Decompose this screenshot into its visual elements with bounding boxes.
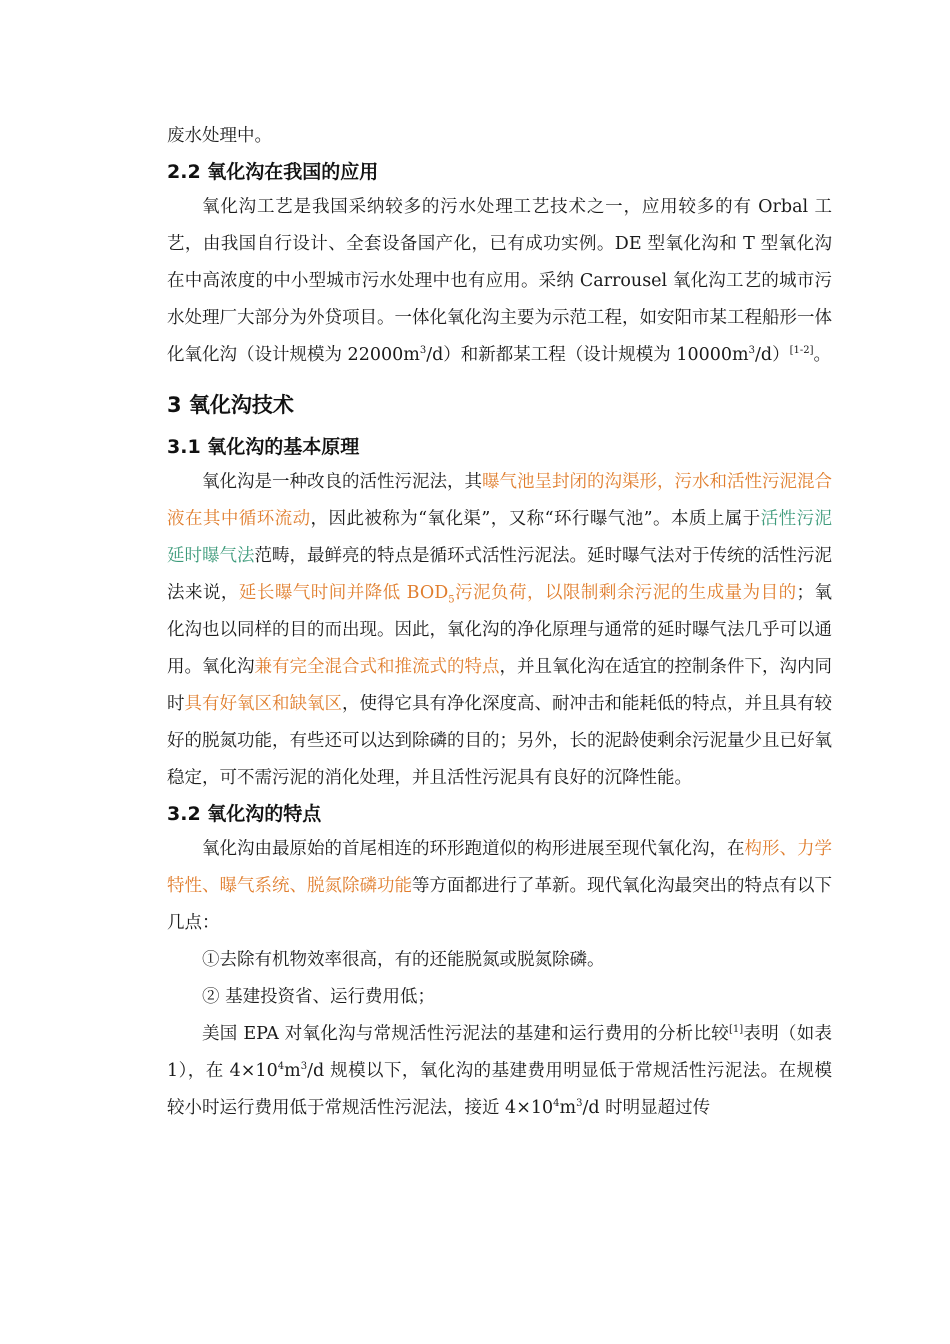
section-heading-2-2: 2.2 氧化沟在我国的应用 xyxy=(167,161,379,183)
citation-ref: [1] xyxy=(728,1024,744,1036)
highlight-text: 兼有完全混合式和推流式的特点 xyxy=(254,657,500,677)
citation-ref: [1-2] xyxy=(789,345,814,357)
paragraph-continuation: 废水处理中。 xyxy=(167,126,272,146)
section-heading-3-2: 3.2 氧化沟的特点 xyxy=(167,803,322,825)
highlight-text: 构形、力学特性、曝气系统、脱氮除磷功能 xyxy=(167,839,832,896)
list-item-2: ② 基建投资省、运行费用低； xyxy=(202,987,436,1007)
highlight-text: 曝气池呈封闭的沟渠形，污水和活性污泥混合液在其中循环流动 xyxy=(167,472,832,529)
highlight-text: 污泥负荷，以限制剩余污泥的生成量为目的 xyxy=(454,583,797,603)
highlight-text: 延长曝气时间并降低 BOD xyxy=(238,583,449,603)
section-heading-3-1: 3.1 氧化沟的基本原理 xyxy=(167,436,360,458)
paragraph-characteristics: 氧化沟由最原始的首尾相连的环形跑道似的构形进展至现代氧化沟，在构形、力学特性、曝气系统、脱氮除磷功能等方面都进行了革新。现代氧化沟最突出的特点有以下几点： xyxy=(167,839,832,933)
list-item-1: ①去除有机物效率很高，有的还能脱氮或脱氮除磷。 xyxy=(202,950,605,970)
paragraph-basic-principle: 氧化沟是一种改良的活性污泥法，其曝气池呈封闭的沟渠形，污水和活性污泥混合液在其中循环流动，因此被称为“氧化渠”，又称“环行曝气池”。本质上属于活性污泥延时曝气法范畴，最鲜亮的特点是循环式活性污泥法。延时曝气法对于传统的活性污泥法来说，延长曝气时间并降低 $BOD_5$污泥负荷，以限制剩余污泥的生成量为目的；氧化沟也以同样的目的而出现。因此，氧化沟的净化原理与通常的延时曝气法几乎可以通用。氧化沟兼有完全混合式和推流式的特点，并且氧化沟在适宜的控制条件下，沟内同时具有好氧区和缺氧区，使得它具有净化深度高、耐冲击和能耗低的特点，并且具有较好的脱氮功能，有些还可以达到除磷的目的；另外，长的泥龄使剩余污泥量少且已好氧稳定，可不需污泥的消化处理，并且活性污泥具有良好的沉降性能。 xyxy=(167,472,833,788)
paragraph-oxidation-ditch-china: 氧化沟工艺是我国采纳较多的污水处理工艺技术之一，应用较多的有 Orbal 工艺，由我国自行设计、全套设备国产化，已有成功实例。DE 型氧化沟和 T 型氧化沟在中高浓度的中小型城市污水处理中也有应用。采纳 Carrousel 氧化沟工艺的城市污水处理厂大部分为外贷项目。一体化氧化沟主要为示范工程，如安阳市某工程船形一体化氧化沟（设计规模为 $22000m^3/d$）和新都某工程（设计规模为 $10000m^3/d)[1-2]$。 xyxy=(167,197,832,365)
document-body xyxy=(167,118,832,1127)
paragraph-epa-comparison: 美国 EPA 对氧化沟与常规活性污泥法的基建和运行费用的分析比较[1]表明（如表 1），在 $4\times 10^4m^3/d$ 规模以下，氧化沟的基建费用明显低于常规活性污泥法。在规模较小时运行费用低于常规活性污泥法，接近 $4\times 10^4m^3/d$ 时明显超过传 xyxy=(167,1024,832,1118)
highlight-text: 具有好氧区和缺氧区 xyxy=(184,694,342,714)
section-heading-3: 3 氧化沟技术 xyxy=(167,393,294,417)
highlight-text: 活性污泥延时曝气法 xyxy=(167,509,833,566)
